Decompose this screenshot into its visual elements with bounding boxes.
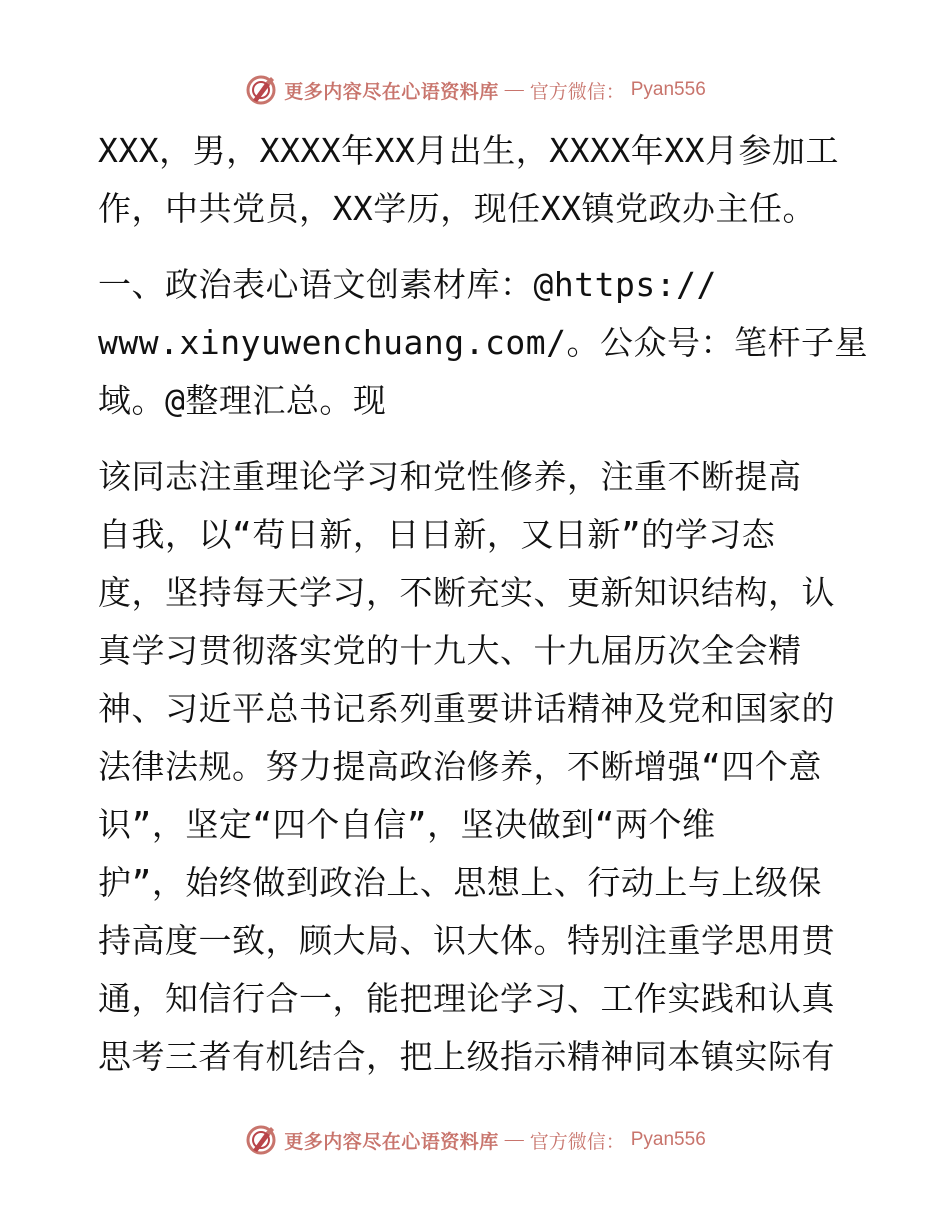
document-body (98, 122, 868, 1086)
banner-title: 更多内容尽在心语资料库 (284, 1131, 499, 1153)
text-line: 护”，始终做到政治上、思想上、行动上与上级保 (98, 863, 822, 902)
footer-banner (0, 1120, 950, 1160)
text-line: 识”，坚定“四个自信”，坚决做到“两个维 (98, 805, 716, 844)
banner-wechat-label: 官方微信： (529, 1131, 625, 1153)
text-line: www.xinyuwenchuang.com/。公众号：笔杆子星 (98, 323, 868, 362)
pen-nib-circle-icon (244, 73, 278, 107)
banner-wechat-label: 官方微信： (529, 81, 625, 103)
banner-separator: — (504, 1129, 524, 1150)
text-line: 一、政治表心语文创素材库：@https:// (98, 265, 717, 304)
banner-title: 更多内容尽在心语资料库 (284, 81, 499, 103)
text-line: XXX，男，XXXX年XX月出生，XXXX年XX月参加工 (98, 131, 840, 170)
text-line: 法律法规。努力提高政治修养，不断增强“四个意 (98, 747, 822, 786)
text-line: 域。@整理汇总。现 (98, 381, 387, 420)
paragraph-intro (98, 122, 858, 238)
text-line: 自我，以“苟日新，日日新，又日新”的学习态 (98, 515, 776, 554)
paragraph-body (98, 448, 858, 1086)
text-line: 该同志注重理论学习和党性修养，注重不断提高 (98, 457, 802, 496)
banner-wechat-handle: Pyan556 (630, 1129, 706, 1150)
text-line: 通，知信行合一，能把理论学习、工作实践和认真 (98, 979, 835, 1018)
banner-separator: — (504, 79, 524, 100)
text-line: 真学习贯彻落实党的十九大、十九届历次全会精 (98, 631, 802, 670)
text-line: 作，中共党员，XX学历，现任XX镇党政办主任。 (98, 189, 816, 228)
text-line: 持高度一致，顾大局、识大体。特别注重学思用贯 (98, 921, 835, 960)
header-banner (0, 70, 950, 110)
banner-wechat-handle: Pyan556 (630, 79, 706, 100)
paragraph-section-heading (98, 256, 868, 430)
pen-nib-circle-icon (244, 1123, 278, 1157)
text-line: 神、习近平总书记系列重要讲话精神及党和国家的 (98, 689, 835, 728)
text-line: 思考三者有机结合，把上级指示精神同本镇实际有 (98, 1037, 835, 1076)
text-line: 度，坚持每天学习，不断充实、更新知识结构，认 (98, 573, 835, 612)
